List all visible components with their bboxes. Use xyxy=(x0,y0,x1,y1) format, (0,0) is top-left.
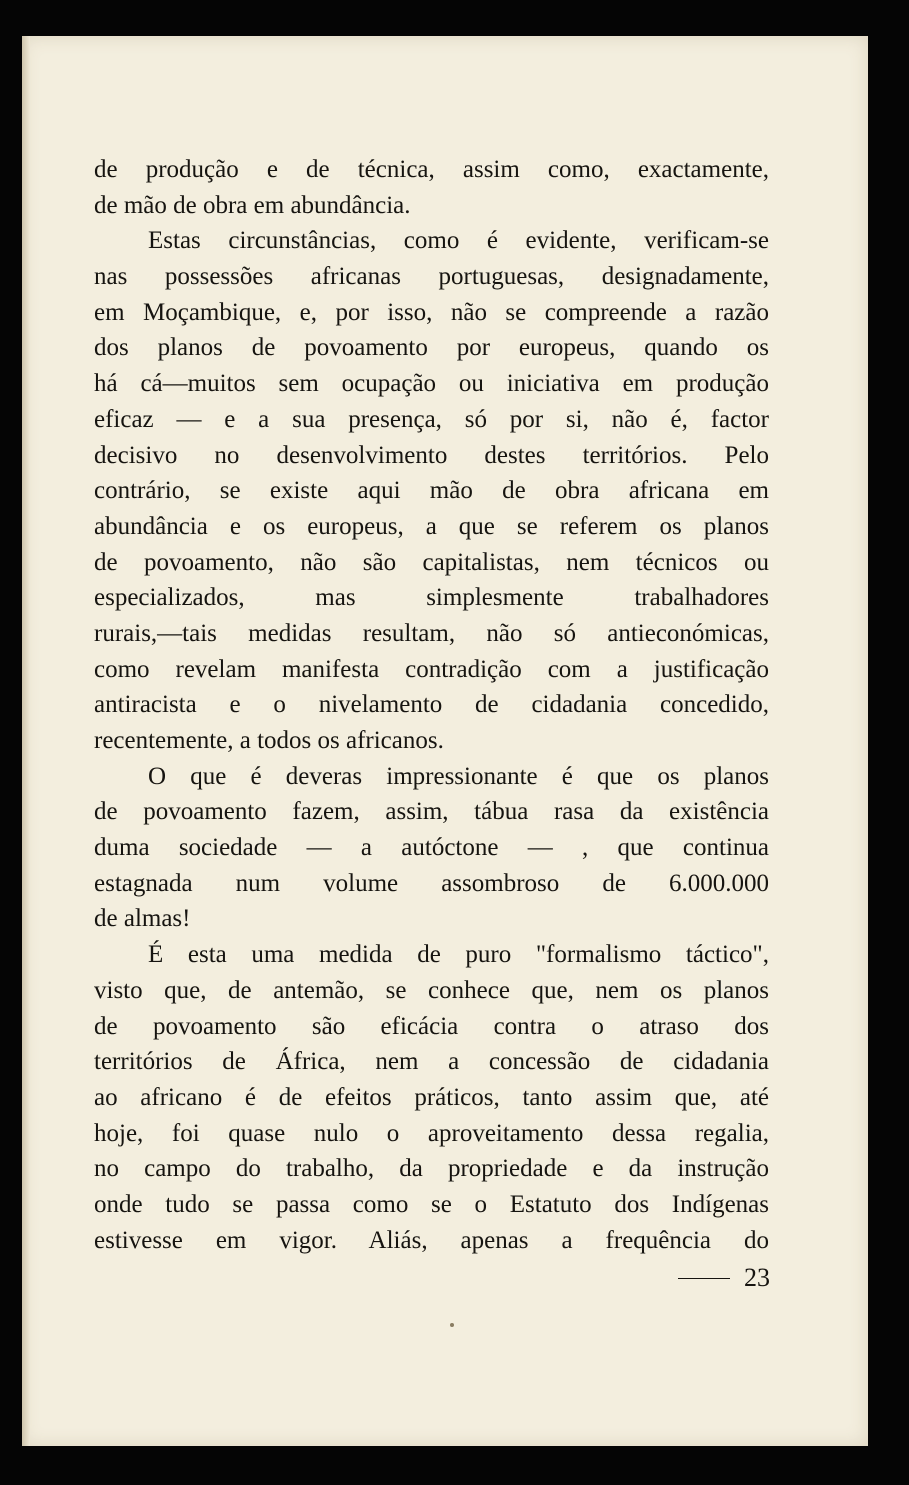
text-line: duma sociedade — a autóctone — , que continua xyxy=(94,834,769,862)
text-line: antiracista e o nivelamento de cidadania concedido, xyxy=(94,691,769,719)
text-line: de almas! xyxy=(94,905,191,933)
text-line: recentemente, a todos os africanos. xyxy=(94,727,444,754)
text-line: de produção e de técnica, assim como, exactamente, xyxy=(94,156,769,183)
body-text xyxy=(94,152,769,1258)
text-line: onde tudo se passa como se o Estatuto dos Indígenas xyxy=(94,1190,769,1218)
text-line: dos planos de povoamento por europeus, quando os xyxy=(94,334,769,362)
text-line: territórios de África, nem a concessão de cidadania xyxy=(94,1048,769,1076)
text-line: O que é deveras impressionante é que os planos xyxy=(148,762,769,790)
text-line: estagnada num volume assombroso de 6.000.000 xyxy=(94,869,769,897)
text-line: de mão de obra em abundância. xyxy=(94,191,411,219)
text-line: no campo do trabalho, da propriedade e da instrução xyxy=(94,1155,769,1183)
text-line: de povoamento fazem, assim, tábua rasa da existência xyxy=(94,798,769,826)
book-page xyxy=(22,36,868,1446)
text-line: nas possessões africanas portuguesas, designadamente, xyxy=(94,263,769,291)
text-line: ao africano é de efeitos práticos, tanto assim que, até xyxy=(94,1083,769,1111)
text-line: contrário, se existe aqui mão de obra africana em xyxy=(94,477,769,505)
text-line: visto que, de antemão, se conhece que, nem os planos xyxy=(94,976,769,1004)
page-number: 23 xyxy=(744,1263,770,1292)
text-line: de povoamento, não são capitalistas, nem técnicos ou xyxy=(94,548,769,576)
text-line: decisivo no desenvolvimento destes territórios. Pelo xyxy=(94,441,769,469)
text-line: Estas circunstâncias, como é evidente, verificam-se xyxy=(148,227,769,255)
text-line: rurais,—tais medidas resultam, não só antieconómicas, xyxy=(94,619,769,647)
text-line: É esta uma medida de puro "formalismo táctico", xyxy=(148,941,769,969)
text-line: de povoamento são eficácia contra o atraso dos xyxy=(94,1012,769,1040)
paper-speck xyxy=(450,1323,454,1327)
text-line: há cá—muitos sem ocupação ou iniciativa em produção xyxy=(94,370,769,398)
text-line: eficaz — e a sua presença, só por si, não é, factor xyxy=(94,405,769,433)
text-line: em Moçambique, e, por isso, não se compreende a razão xyxy=(94,298,769,326)
text-line: hoje, foi quase nulo o aproveitamento dessa regalia, xyxy=(94,1119,769,1147)
page-gutter-edge xyxy=(22,36,30,1446)
text-line: estivesse em vigor. Aliás, apenas a frequência do xyxy=(94,1226,769,1254)
text-line: como revelam manifesta contradição com a justificação xyxy=(94,655,769,683)
text-line: abundância e os europeus, a que se referem os planos xyxy=(94,512,769,540)
text-line: especializados, mas simplesmente trabalhadores xyxy=(94,584,769,612)
page-number-footer xyxy=(678,1263,770,1293)
folio-rule xyxy=(678,1278,730,1279)
